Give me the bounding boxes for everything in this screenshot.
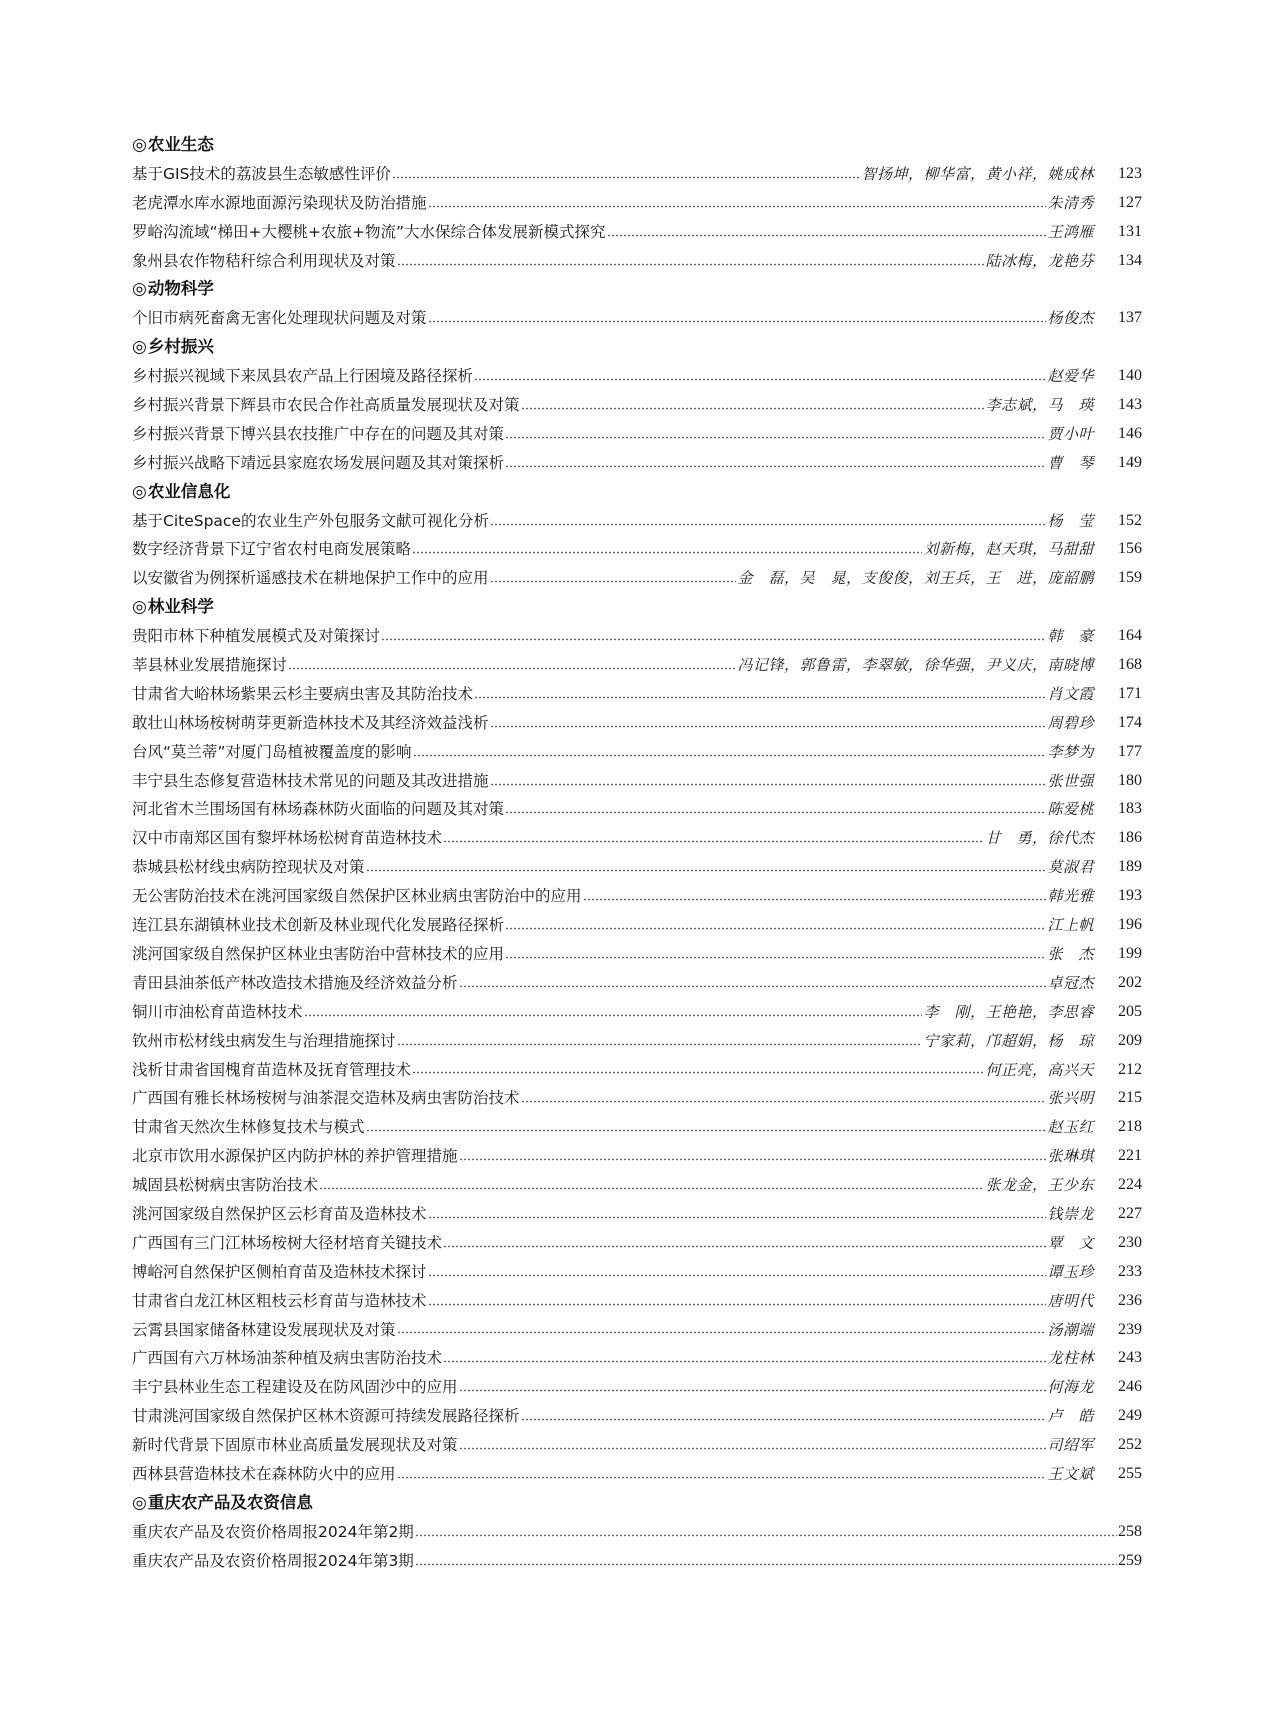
dot-leader <box>490 783 1047 786</box>
table-of-contents <box>132 131 1142 1576</box>
toc-entry[interactable] <box>132 767 1142 796</box>
dot-leader <box>366 869 1047 872</box>
toc-entry[interactable] <box>132 738 1142 767</box>
page-number: 180 <box>1118 771 1142 789</box>
page-number: 252 <box>1118 1436 1142 1454</box>
article-authors: 张龙金，王少东 <box>985 1176 1094 1195</box>
section-heading-text: 林业科学 <box>147 597 214 617</box>
section-heading <box>132 131 1142 160</box>
section-heading-text: 动物科学 <box>147 279 214 299</box>
article-title: 丰宁县林业生态工程建设及在防风固沙中的应用 <box>132 1378 458 1397</box>
page-number: 189 <box>1118 858 1142 876</box>
page-number: 171 <box>1118 684 1142 702</box>
article-authors: 陆冰梅，龙艳芬 <box>985 251 1094 270</box>
dot-leader <box>459 985 1047 988</box>
page-number: 127 <box>1118 193 1142 211</box>
article-authors: 何海龙 <box>1047 1378 1094 1397</box>
section-bullet-icon: ◎ <box>132 135 147 155</box>
article-title: 个旧市病死畜禽无害化处理现状问题及对策 <box>132 309 427 328</box>
page-number: 205 <box>1118 1002 1142 1020</box>
article-authors: 谭玉珍 <box>1047 1262 1094 1281</box>
page-number: 246 <box>1118 1378 1142 1396</box>
article-authors: 李 刚，王艳艳，李思睿 <box>923 1002 1094 1021</box>
toc-entry[interactable] <box>132 304 1142 333</box>
toc-entry[interactable] <box>132 564 1142 593</box>
article-authors: 李梦为 <box>1047 742 1094 761</box>
dot-leader <box>397 263 985 266</box>
toc-entry[interactable] <box>132 940 1142 969</box>
toc-entry[interactable] <box>132 651 1142 680</box>
dot-leader <box>413 754 1047 757</box>
dot-leader <box>443 1360 1046 1363</box>
dot-leader <box>607 234 1047 237</box>
article-title: 广西国有三门江林场桉树大径材培育关键技术 <box>132 1233 443 1252</box>
page-number: 174 <box>1118 713 1142 731</box>
page-number: 202 <box>1118 973 1142 991</box>
page-number: 243 <box>1118 1349 1142 1367</box>
page-number: 218 <box>1118 1118 1142 1136</box>
page-number: 140 <box>1118 367 1142 385</box>
article-title: 甘肃洮河国家级自然保护区林木资源可持续发展路径探析 <box>132 1407 520 1426</box>
dot-leader <box>397 1476 1047 1479</box>
dot-leader <box>428 205 1047 208</box>
page-number: 134 <box>1118 251 1142 269</box>
article-title: 台风“莫兰蒂”对厦门岛植被覆盖度的影响 <box>132 742 412 761</box>
section-heading-text: 农业生态 <box>147 135 214 154</box>
dot-leader <box>381 638 1046 641</box>
toc-entry[interactable] <box>132 1373 1142 1402</box>
article-title: 浅析甘肃省国槐育苗造林及抚育管理技术 <box>132 1060 412 1079</box>
page-number: 156 <box>1118 540 1142 558</box>
article-authors: 赵玉红 <box>1047 1118 1094 1137</box>
article-title: 贵阳市林下种植发展模式及对策探讨 <box>132 627 381 646</box>
dot-leader <box>459 1389 1047 1392</box>
article-title: 恭城县松材线虫病防控现状及对策 <box>132 858 365 877</box>
dot-leader <box>505 811 1046 814</box>
page-number: 183 <box>1118 800 1142 818</box>
article-title: 乡村振兴战略下靖远县家庭农场发展问题及其对策探析 <box>132 453 505 472</box>
toc-entry[interactable] <box>132 218 1142 247</box>
toc-entry[interactable] <box>132 189 1142 218</box>
article-title: 丰宁县生态修复营造林技术常见的问题及其改进措施 <box>132 771 489 790</box>
section-heading-text: 重庆农产品及农资信息 <box>147 1492 313 1512</box>
toc-entry[interactable] <box>132 853 1142 882</box>
toc-entry[interactable] <box>132 1518 1142 1547</box>
page-number: 137 <box>1118 309 1142 327</box>
section-bullet-icon: ◎ <box>132 597 147 618</box>
toc-entry[interactable] <box>132 160 1142 189</box>
article-authors: 王鸿雁 <box>1047 222 1094 241</box>
toc-entry[interactable] <box>132 824 1142 853</box>
toc-entry[interactable] <box>132 1431 1142 1460</box>
toc-entry[interactable] <box>132 1200 1142 1229</box>
section-bullet-icon: ◎ <box>132 279 147 300</box>
article-title: 甘肃省天然次生林修复技术与模式 <box>132 1118 365 1137</box>
article-title: 老虎潭水库水源地面源污染现状及防治措施 <box>132 193 427 212</box>
article-authors: 周碧珍 <box>1047 713 1094 732</box>
article-title: 罗峪沟流域“梯田+大樱桃+农旅+物流”大水保综合体发展新模式探究 <box>132 222 606 241</box>
article-title: 洮河国家级自然保护区云杉育苗及造林技术 <box>132 1204 427 1223</box>
article-authors: 冯记锋，郭鲁雷，李翠敏，徐华强，尹义庆，南晓博 <box>737 656 1094 675</box>
page-number: 149 <box>1118 453 1142 471</box>
dot-leader <box>490 523 1047 526</box>
article-authors: 何正亮，高兴天 <box>985 1060 1094 1079</box>
article-authors: 司绍军 <box>1047 1436 1094 1455</box>
article-authors: 莫淑君 <box>1047 858 1094 877</box>
dot-leader <box>490 580 737 583</box>
dot-leader <box>428 1216 1047 1219</box>
article-title: 莘县林业发展措施探讨 <box>132 656 288 675</box>
dot-leader <box>428 320 1047 323</box>
page-number: 224 <box>1118 1176 1142 1194</box>
article-title: 甘肃省大峪林场紫果云杉主要病虫害及其防治技术 <box>132 684 474 703</box>
article-title: 乡村振兴视域下来凤县农产品上行困境及路径探析 <box>132 367 474 386</box>
dot-leader <box>443 840 984 843</box>
article-authors: 卢 皓 <box>1047 1407 1094 1426</box>
article-title: 西林县营造林技术在森林防火中的应用 <box>132 1464 396 1483</box>
dot-leader <box>521 1418 1047 1421</box>
page-number: 177 <box>1118 742 1142 760</box>
article-title: 云霄县国家储备林建设发展现状及对策 <box>132 1320 396 1339</box>
article-authors: 唐明代 <box>1047 1291 1094 1310</box>
article-authors: 肖文霞 <box>1047 684 1094 703</box>
section-heading <box>132 333 1142 362</box>
toc-entry[interactable] <box>132 1229 1142 1258</box>
toc-entry[interactable] <box>132 1547 1142 1576</box>
article-authors: 朱清秀 <box>1047 193 1094 212</box>
article-title: 广西国有六万林场油茶种植及病虫害防治技术 <box>132 1349 443 1368</box>
article-title: 钦州市松材线虫病发生与治理措施探讨 <box>132 1031 396 1050</box>
toc-entry[interactable] <box>132 1402 1142 1431</box>
toc-entry[interactable] <box>132 1113 1142 1142</box>
article-title: 铜川市油松育苗造林技术 <box>132 1002 303 1021</box>
article-authors: 张世强 <box>1047 771 1094 790</box>
article-title: 重庆农产品及农资价格周报2024年第2期 <box>132 1522 414 1541</box>
toc-entry[interactable] <box>132 247 1142 276</box>
dot-leader <box>521 1100 1047 1103</box>
toc-entry[interactable] <box>132 1171 1142 1200</box>
page-number: 164 <box>1118 627 1142 645</box>
toc-entry[interactable] <box>132 1316 1142 1345</box>
toc-entry[interactable] <box>132 362 1142 391</box>
page-number: 227 <box>1118 1204 1142 1222</box>
article-authors: 王文斌 <box>1047 1464 1094 1483</box>
article-authors: 韩光雅 <box>1047 887 1094 906</box>
article-title: 以安徽省为例探析遥感技术在耕地保护工作中的应用 <box>132 569 489 588</box>
page-number: 146 <box>1118 424 1142 442</box>
page-number: 199 <box>1118 944 1142 962</box>
article-title: 乡村振兴背景下博兴县农技推广中存在的问题及其对策 <box>132 424 505 443</box>
article-authors: 张琳琪 <box>1047 1147 1094 1166</box>
page-number: 233 <box>1118 1262 1142 1280</box>
dot-leader <box>459 1158 1047 1161</box>
article-title: 象州县农作物秸秆综合利用现状及对策 <box>132 251 396 270</box>
toc-entry[interactable] <box>132 507 1142 536</box>
dot-leader <box>415 1534 1117 1537</box>
section-bullet-icon: ◎ <box>132 481 147 502</box>
article-title: 新时代背景下固原市林业高质量发展现状及对策 <box>132 1436 458 1455</box>
section-bullet-icon: ◎ <box>132 1492 147 1513</box>
article-title: 城固县松树病虫害防治技术 <box>132 1176 319 1195</box>
toc-entry[interactable] <box>132 680 1142 709</box>
page-number: 193 <box>1118 887 1142 905</box>
article-authors: 曹 琴 <box>1047 453 1094 472</box>
toc-entry[interactable] <box>132 1142 1142 1171</box>
page-number: 168 <box>1118 656 1142 674</box>
toc-entry[interactable] <box>132 622 1142 651</box>
dot-leader <box>505 927 1046 930</box>
article-title: 汉中市南郑区国有黎坪林场松树育苗造林技术 <box>132 829 443 848</box>
dot-leader <box>428 1303 1047 1306</box>
page-number: 159 <box>1118 569 1142 587</box>
toc-entry[interactable] <box>132 1287 1142 1316</box>
article-authors: 钱崇龙 <box>1047 1204 1094 1223</box>
toc-entry[interactable] <box>132 1056 1142 1085</box>
dot-leader <box>397 1331 1047 1334</box>
article-title: 北京市饮用水源保护区内防护林的养护管理措施 <box>132 1147 458 1166</box>
page-number: 196 <box>1118 916 1142 934</box>
dot-leader <box>474 378 1046 381</box>
article-title: 无公害防治技术在洮河国家级自然保护区林业病虫害防治中的应用 <box>132 887 582 906</box>
page-number: 215 <box>1118 1089 1142 1107</box>
toc-entry[interactable] <box>132 449 1142 478</box>
dot-leader <box>505 956 1046 959</box>
article-title: 青田县油茶低产林改造技术措施及经济效益分析 <box>132 973 458 992</box>
page-number: 239 <box>1118 1320 1142 1338</box>
toc-entry[interactable] <box>132 1084 1142 1113</box>
dot-leader <box>392 176 861 179</box>
article-authors: 张兴明 <box>1047 1089 1094 1108</box>
page-number: 249 <box>1118 1407 1142 1425</box>
dot-leader <box>366 1129 1047 1132</box>
dot-leader <box>415 1563 1117 1566</box>
article-authors: 杨俊杰 <box>1047 309 1094 328</box>
article-authors: 贾小叶 <box>1047 424 1094 443</box>
article-title: 乡村振兴背景下辉县市农民合作社高质量发展现状及对策 <box>132 396 520 415</box>
toc-entry[interactable] <box>132 1027 1142 1056</box>
dot-leader <box>474 696 1046 699</box>
dot-leader <box>304 1014 923 1017</box>
article-authors: 韩 豪 <box>1047 627 1094 646</box>
dot-leader <box>428 1274 1047 1277</box>
toc-entry[interactable] <box>132 420 1142 449</box>
article-authors: 覃 文 <box>1047 1233 1094 1252</box>
page-number: 131 <box>1118 222 1142 240</box>
page-number: 212 <box>1118 1060 1142 1078</box>
article-title: 数字经济背景下辽宁省农村电商发展策略 <box>132 540 412 559</box>
section-heading <box>132 593 1142 622</box>
dot-leader <box>412 551 922 554</box>
toc-entry[interactable] <box>132 998 1142 1027</box>
article-authors: 陈爱桃 <box>1047 800 1094 819</box>
page-number: 123 <box>1118 164 1142 182</box>
dot-leader <box>288 667 736 670</box>
article-title: 广西国有雅长林场桉树与油茶混交造林及病虫害防治技术 <box>132 1089 520 1108</box>
toc-entry[interactable] <box>132 709 1142 738</box>
page-number: 258 <box>1118 1522 1142 1540</box>
article-title: 甘肃省白龙江林区粗枝云杉育苗与造林技术 <box>132 1291 427 1310</box>
dot-leader <box>505 436 1046 439</box>
article-title: 基于GIS技术的荔波县生态敏感性评价 <box>132 164 391 183</box>
section-bullet-icon: ◎ <box>132 337 147 358</box>
page-number: 230 <box>1118 1233 1142 1251</box>
article-authors: 金 磊，吴 晁，支俊俊，刘王兵，王 进，庞韶鹏 <box>737 569 1094 588</box>
section-heading-text: 农业信息化 <box>147 481 231 501</box>
article-authors: 卓冠杰 <box>1047 973 1094 992</box>
article-authors: 刘新梅，赵天琪，马甜甜 <box>923 540 1094 559</box>
article-title: 河北省木兰围场国有林场森林防火面临的问题及其对策 <box>132 800 505 819</box>
toc-entry[interactable] <box>132 969 1142 998</box>
dot-leader <box>521 407 985 410</box>
toc-entry[interactable] <box>132 391 1142 420</box>
dot-leader <box>443 1245 1046 1248</box>
dot-leader <box>505 465 1046 468</box>
article-authors: 汤潮端 <box>1047 1320 1094 1339</box>
dot-leader <box>583 898 1047 901</box>
dot-leader <box>397 1043 923 1046</box>
article-title: 洮河国家级自然保护区林业虫害防治中营林技术的应用 <box>132 944 505 963</box>
toc-entry[interactable] <box>132 911 1142 940</box>
page-number: 152 <box>1118 511 1142 529</box>
toc-entry[interactable] <box>132 1460 1142 1489</box>
dot-leader <box>459 1447 1047 1450</box>
section-heading-text: 乡村振兴 <box>147 337 214 357</box>
dot-leader <box>319 1187 984 1190</box>
toc-entry[interactable] <box>132 1344 1142 1373</box>
article-authors: 赵爱华 <box>1047 367 1094 386</box>
article-title: 博峪河自然保护区侧柏育苗及造林技术探讨 <box>132 1262 427 1281</box>
article-authors: 李志斌，马 瑛 <box>985 396 1094 415</box>
toc-entry[interactable] <box>132 535 1142 564</box>
toc-entry[interactable] <box>132 795 1142 824</box>
toc-entry[interactable] <box>132 882 1142 911</box>
page-number: 143 <box>1118 396 1142 414</box>
toc-entry[interactable] <box>132 1258 1142 1287</box>
page-number: 259 <box>1118 1551 1142 1569</box>
page-number: 186 <box>1118 829 1142 847</box>
section-heading <box>132 275 1142 304</box>
article-authors: 江上帆 <box>1047 916 1094 935</box>
page-number: 221 <box>1118 1147 1142 1165</box>
article-title: 基于CiteSpace的农业生产外包服务文献可视化分析 <box>132 511 489 530</box>
article-title: 重庆农产品及农资价格周报2024年第3期 <box>132 1551 414 1570</box>
section-heading <box>132 1489 1142 1518</box>
article-title: 连江县东湖镇林业技术创新及林业现代化发展路径探析 <box>132 916 505 935</box>
article-title: 敢壮山林场桉树萌芽更新造林技术及其经济效益浅析 <box>132 713 489 732</box>
page-number: 236 <box>1118 1291 1142 1309</box>
article-authors: 甘 勇，徐代杰 <box>985 829 1094 848</box>
page-number: 209 <box>1118 1031 1142 1049</box>
article-authors: 杨 莹 <box>1047 511 1094 530</box>
section-heading <box>132 478 1142 507</box>
article-authors: 智扬坤，柳华富，黄小祥，姚成林 <box>861 164 1094 183</box>
page-number: 255 <box>1118 1464 1142 1482</box>
article-authors: 张 杰 <box>1047 944 1094 963</box>
dot-leader <box>490 725 1047 728</box>
article-authors: 龙柱林 <box>1047 1349 1094 1368</box>
dot-leader <box>412 1071 984 1074</box>
article-authors: 宁家莉，邝超娟，杨 琼 <box>923 1031 1094 1050</box>
